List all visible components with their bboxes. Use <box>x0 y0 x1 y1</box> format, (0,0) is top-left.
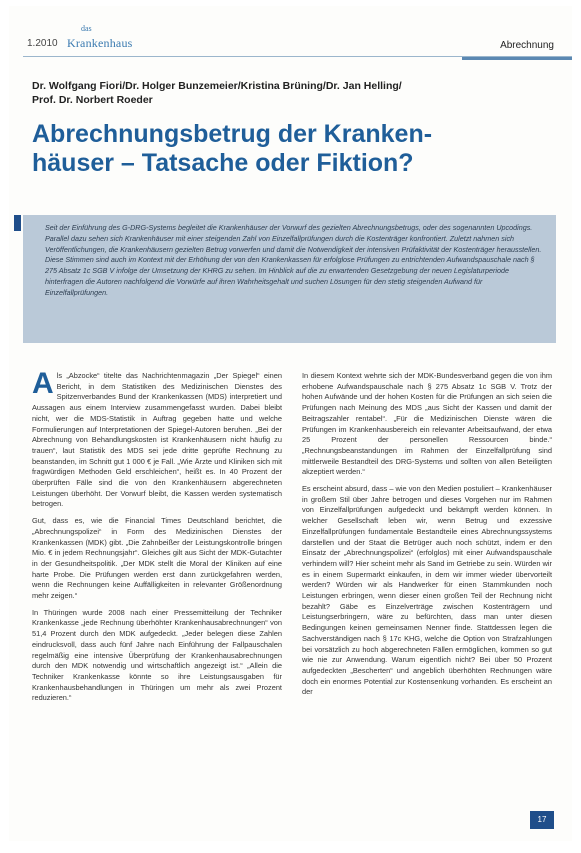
column-left <box>32 367 282 710</box>
abstract-box: Seit der Einführung des G-DRG-Systems begleitet die Krankenhäuser der Vorwurf des gezielten Abrechnungsbetrugs, oder des sogenannten Upcodings. Parallel dazu sehen sich Krankenhäuser mit einer steigenden Zahl von Einzelfallprüfungen durch die Kostenträger konfrontiert. Zuletzt nahmen sich Veröffentlichungen, die Krankenhäusern gezielten Betrug vorwerfen und damit die Notwendigkeit der intensiven Prüfaktivität der Kostenträger herausstellen. Diese Stimmen sind auch im Kontext mit der Erhöhung der von den Krankenkassen für erfolglose Prüfungen zu entrichtenden Aufwandspauschale nach § 275 Absatz 1c SGB V infolge der Umsetzung der KHRG zu sehen. Im Hinblick auf die zu erwartenden Gesetzgebung der neuen Legislaturperiode hinterfragen die Autoren nachfolgend die Vorwürfe auf ihren Wahrheitsgehalt und suchen Lösungen für den stetig steigenden Aufwand für Einzelfallprüfungen. <box>23 215 556 343</box>
paragraph-text: ls „Abzocke“ titelte das Nachrichtenmagazin „Der Spiegel“ einen Bericht, in dem Statistiken des Medizinischen Dienstes des Spitzenverbandes Bund der Krankenkassen (MDS) interpretiert und Aussagen aus einem Interview zusammengefasst wurden. Dabei bleibt nicht, wer die MDS-Statistik in Auftrag gegeben hatte und welche Formulierungen auf Interpretationen der Spiegel-Autoren beruhen. „Bei der Abrechnung von Behandlungskosten ist Krankenhäusern nicht häufig zu trauen“, laut Statistik des MDS sei jede dritte geprüfte Rechnung zu beanstanden, im Schnitt gut 1 000 € je Fall. „Wie Ärzte und Kliniken sich mit fragwürdigen Methoden Geld erschleichen“, heißt es. In 40 Prozent der überprüften Fälle sind die von den Krankenhäusern abgerechneten Leistungen überhöht. Der Vorwurf bleibt, die Kassen werden systematisch betrogen. <box>32 371 282 509</box>
logo-sup: das <box>81 24 92 33</box>
authors-line-1: Dr. Wolfgang Fiori/Dr. Holger Bunzemeier/Kristina Brüning/Dr. Jan Helling/ <box>32 80 402 92</box>
authors-line-2: Prof. Dr. Norbert Roeder <box>32 94 153 106</box>
logo-text: Krankenhaus <box>67 36 133 50</box>
article-title: Abrechnungsbetrug der Kranken-häuser – Tatsache oder Fiktion? <box>32 120 433 177</box>
paragraph: Gut, dass es, wie die Financial Times Deutschland berichtet, die „Abrechnungspolizei“ in Form des Medizinischen Dienstes der Krankenkassen (MDK) gibt. „Die Zahnbeißer der Leistungskontrolle bringen Mio. € in jedem Rechnungsjahr“. Gleiches gilt aus Sicht der MDK-Gutachter in der Gesundheitspolitik. „Der MDK stellt die Moral der Kliniken auf eine harte Probe. Die Prüfungen werden erst dann zurückgefahren werden, wenn die Rechnungen keine Auffälligkeiten in relevanter Größenordnung mehr zeigen.“ <box>32 516 282 601</box>
column-right <box>302 371 552 704</box>
paragraph: Es erscheint absurd, dass – wie von den Medien postuliert – Krankenhäuser in großem Stil über Jahre betrogen und dieses Vorgehen nur im Rahmen von Einzelfallprüfungen aufgedeckt und bekämpft werden können. In welcher Gesellschaft leben wir, wenn Betrug und exzessive Einzelfallprüfungen fundamentale Bestandteile eines Abrechnungssystems darstellen und der Staat die Betrüger auch noch schützt, indem er den Einsatz der „Abrechnungspolizei“ (erfolglos) mit einer Aufwandspauschale verhindern will? Hier scheint mehr als Sand im Getriebe zu sein. Würden wir es in einem Supermarkt einkaufen, in dem wir immer wieder übervorteilt werden? Würden wir als Handwerker für einen Stammkunden noch Leistungen erbringen, wenn dieser einen großen Teil der Rechnung nicht bezahlt? Gäbe es Einzelverträge zwischen Kostenträgern und Leistungserbringern, wäre zu befürchten, dass man unter diesen Bedingungen keinen gemeinsamen Nenner finde. Stattdessen legen die Sachverständigen nach § 17c KHG, welche die Option von Strafzahlungen bei vorsätzlich zu hoch abgerechneten Fällen ermöglichen, kommen so gut wie nie zur Anwendung. Warum eigentlich nicht? Bei über 50 Prozent aufgedeckten „Bescherten“ und angeblich überhöhten Rechnungen wäre doch ein enormes Potential zur Kostensenkung vorhanden. Es erscheint an der <box>302 484 552 697</box>
header-accent-bar <box>462 57 572 60</box>
journal-logo <box>67 26 133 51</box>
issue-label: 1.2010 <box>27 38 58 49</box>
page-number: 17 <box>530 811 554 829</box>
paragraph: In Thüringen wurde 2008 nach einer Pressemitteilung der Techniker Krankenkasse „jede Rechnung überhöhter Krankenhausabrechnungen“ von 51,4 Prozent durch den MDK aufgedeckt. „Jeder belegen diese Zahlen eindrucksvoll, dass auch fünf Jahre nach Einführung der Fallpauschalen regelmäßig eine intensive Überprüfung der Krankenhausabrechnungen durch den MDK notwendig und wirtschaftlich angezeigt ist.“ „Allein die Techniker Krankenkasse könnte so ihre Leistungsausgaben für Krankenhausbehandlungen in Thüringen um mehr als zwei Prozent reduzieren.“ <box>32 607 282 703</box>
abstract-marker <box>14 215 21 231</box>
running-header <box>23 26 572 56</box>
page <box>9 6 572 841</box>
paragraph: In diesem Kontext wehrte sich der MDK-Bundesverband gegen die von ihm erhobene Aufwandspauschale nach § 275 Absatz 1c SGB V. Trotz der hohen Aufwände und der hohen Kosten für die Prüfungen an sich seien die Prüfungen nach Meinung des MDS „aus Sicht der Kassen und damit der Beitragszahler rentabel“. „Für die Medizinischen Dienste wären die Prüfungen im Krankenhausbereich ein relevanter Arbeitsaufwand, der etwa 25 Prozent der personellen Ressourcen binde.“ „Rechnungsbeanstandungen im Rahmen der Einzelfallprüfung sind mittlerweile Bestandteil des DRG-Systems und sollten von allen Beteiligten akzeptiert werden.“ <box>302 371 552 477</box>
authors <box>32 79 472 107</box>
section-rubric: Abrechnung <box>500 40 554 51</box>
dropcap: A <box>32 367 54 400</box>
paragraph <box>32 367 282 510</box>
